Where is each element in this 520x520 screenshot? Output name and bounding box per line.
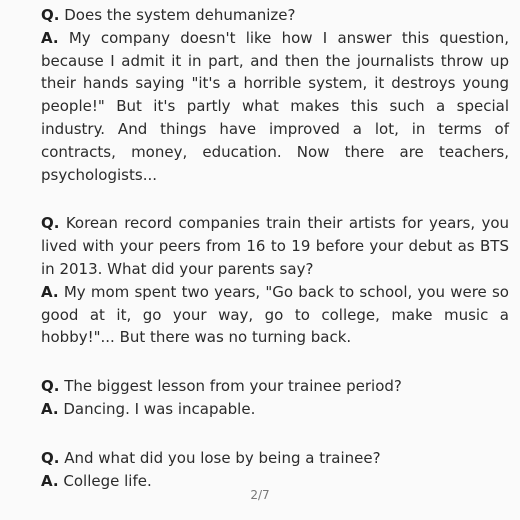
answer-text: College life. (63, 471, 152, 490)
question-marker: Q. (41, 377, 60, 396)
qa-block-3 (41, 375, 509, 421)
question-text: Does the system dehumanize? (64, 6, 296, 24)
answer (41, 398, 509, 421)
answer-marker: A. (41, 471, 59, 490)
qa-block-2 (41, 212, 509, 349)
page-indicator: 2/7 (250, 488, 270, 502)
question-marker: Q. (41, 6, 60, 24)
qa-block-1 (41, 4, 509, 186)
answer-marker: A. (41, 282, 59, 301)
question-text: Korean record companies train their artists for years, you lived with your peers from 16 to 19 before your debut as BTS in 2013. What did your parents say? (41, 214, 509, 278)
question-marker: Q. (41, 448, 60, 467)
question (41, 447, 509, 470)
answer-text: My mom spent two years, "Go back to school, you were so good at it, go your way, go to college, make music a hobby!"... But there was no turning back. (41, 282, 509, 347)
question-marker: Q. (41, 214, 60, 233)
answer (41, 27, 509, 187)
answer-text: Dancing. I was incapable. (63, 399, 256, 418)
question (41, 4, 509, 27)
question (41, 375, 509, 398)
answer-text: My company doesn't like how I answer this question, because I admit it in part, and then the journalists throw up their hands saying "it's a horrible system, it destroys young people!" But it's partly what makes this such a special industry. And things have improved a lot, in terms of contracts, money, education. Now there are teachers, psychologists... (41, 28, 510, 184)
question (41, 212, 509, 280)
answer-marker: A. (41, 28, 59, 47)
question-text: The biggest lesson from your trainee period? (64, 377, 402, 396)
qa-block-4 (41, 447, 509, 493)
question-text: And what did you lose by being a trainee? (64, 448, 381, 467)
answer-marker: A. (41, 399, 59, 418)
answer (41, 281, 509, 349)
